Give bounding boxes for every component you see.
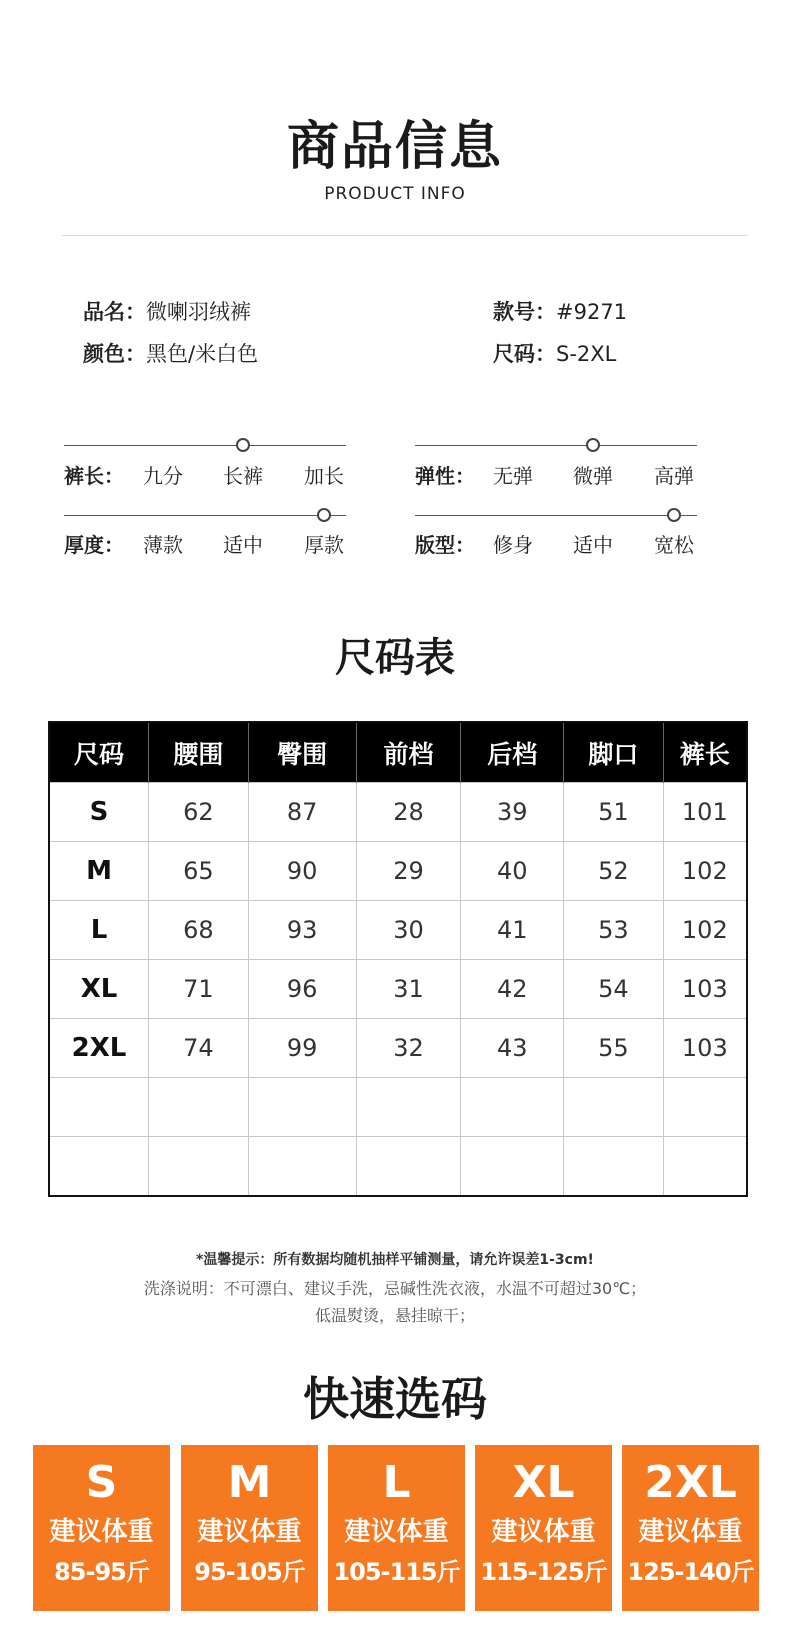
card-size: M — [227, 1457, 272, 1508]
table-cell — [564, 1078, 664, 1137]
card-range: 105-115斤 — [333, 1558, 460, 1586]
table-row — [49, 960, 747, 1019]
slider-knob — [586, 438, 600, 452]
table-cell: L — [49, 901, 149, 960]
slider-track — [415, 515, 697, 516]
slider-knob — [667, 508, 681, 522]
table-cell: 43 — [461, 1019, 564, 1078]
table-cell: 40 — [461, 842, 564, 901]
header-divider — [62, 235, 748, 236]
table-cell: 65 — [149, 842, 249, 901]
table-cell — [461, 1137, 564, 1197]
table-cell: 55 — [564, 1019, 664, 1078]
attribute-option: 适中 — [223, 533, 263, 557]
attribute-label: 版型： — [415, 533, 475, 557]
size-value: S-2XL — [556, 342, 617, 366]
page-title: 商品信息 — [286, 117, 503, 177]
table-cell — [461, 1078, 564, 1137]
column-header: 臀围 — [248, 722, 356, 783]
attribute-elasticity — [415, 442, 697, 490]
card-size: L — [382, 1457, 411, 1508]
column-header: 尺码 — [49, 722, 149, 783]
card-size: XL — [512, 1457, 575, 1508]
card-label: 建议体重 — [49, 1517, 154, 1547]
slider-track — [64, 445, 346, 446]
table-row — [49, 1019, 747, 1078]
wash-instructions-line2: 低温熨烫，悬挂晾干； — [314, 1306, 475, 1325]
card-size: 2XL — [644, 1457, 737, 1508]
table-cell: 52 — [564, 842, 664, 901]
wash-instructions-line1: 洗涤说明：不可漂白、建议手洗，忌碱性洗衣液，水温不可超过30℃； — [143, 1279, 647, 1298]
table-cell: 103 — [663, 1019, 747, 1078]
table-cell: 53 — [564, 901, 664, 960]
table-row — [49, 1137, 747, 1197]
table-cell — [49, 1078, 149, 1137]
table-cell: 102 — [663, 842, 747, 901]
table-cell — [149, 1078, 249, 1137]
column-header: 裤长 — [663, 722, 747, 783]
slider-knob — [317, 508, 331, 522]
table-cell: 68 — [149, 901, 249, 960]
table-cell: 99 — [248, 1019, 356, 1078]
attribute-option: 长裤 — [223, 464, 263, 488]
column-header: 腰围 — [149, 722, 249, 783]
attribute-option: 修身 — [493, 533, 533, 557]
card-range: 125-140斤 — [627, 1558, 754, 1586]
table-cell: 103 — [663, 960, 747, 1019]
table-cell — [663, 1137, 747, 1197]
card-range: 85-95斤 — [54, 1558, 149, 1586]
color-value: 黑色/米白色 — [146, 342, 259, 366]
info-style — [493, 296, 627, 326]
card-label: 建议体重 — [197, 1517, 302, 1547]
table-cell — [663, 1078, 747, 1137]
table-header-row — [49, 722, 747, 783]
table-cell — [248, 1137, 356, 1197]
table-cell — [149, 1137, 249, 1197]
table-cell: 31 — [356, 960, 461, 1019]
card-label: 建议体重 — [344, 1517, 449, 1547]
table-cell: 30 — [356, 901, 461, 960]
attribute-option: 厚款 — [304, 533, 344, 557]
table-cell: 101 — [663, 783, 747, 842]
table-cell — [49, 1137, 149, 1197]
measurement-tip: *温馨提示：所有数据均随机抽样平铺测量，请允许误差1-3cm! — [196, 1252, 594, 1268]
attribute-option: 宽松 — [654, 533, 694, 557]
column-header: 后档 — [461, 722, 564, 783]
table-row — [49, 901, 747, 960]
color-label: 颜色： — [83, 342, 146, 366]
table-cell: S — [49, 783, 149, 842]
attribute-option: 无弹 — [493, 464, 533, 488]
attribute-option: 微弹 — [573, 464, 613, 488]
quick-pick-card-m[interactable] — [181, 1445, 318, 1611]
table-cell: 87 — [248, 783, 356, 842]
table-row — [49, 783, 747, 842]
card-range: 95-105斤 — [194, 1558, 305, 1586]
column-header: 前档 — [356, 722, 461, 783]
size-table — [48, 721, 748, 1197]
table-cell: 28 — [356, 783, 461, 842]
info-name — [83, 296, 251, 326]
table-cell: 54 — [564, 960, 664, 1019]
attribute-label: 裤长： — [64, 464, 124, 488]
card-label: 建议体重 — [638, 1517, 743, 1547]
slider-knob — [236, 438, 250, 452]
table-cell: XL — [49, 960, 149, 1019]
quick-pick-card-l[interactable] — [328, 1445, 465, 1611]
table-cell: 90 — [248, 842, 356, 901]
table-cell: 42 — [461, 960, 564, 1019]
table-cell: 32 — [356, 1019, 461, 1078]
quick-pick-card-2xl[interactable] — [622, 1445, 759, 1611]
card-label: 建议体重 — [491, 1517, 596, 1547]
table-cell: 39 — [461, 783, 564, 842]
style-label: 款号： — [493, 300, 556, 324]
quick-pick-card-xl[interactable] — [475, 1445, 612, 1611]
table-cell — [356, 1137, 461, 1197]
column-header: 脚口 — [564, 722, 664, 783]
attribute-option: 九分 — [143, 464, 183, 488]
attribute-fit — [415, 512, 697, 560]
name-label: 品名： — [83, 300, 146, 324]
table-cell: M — [49, 842, 149, 901]
table-cell — [356, 1078, 461, 1137]
table-cell: 102 — [663, 901, 747, 960]
style-value: #9271 — [556, 300, 628, 324]
table-cell: 51 — [564, 783, 664, 842]
page-subtitle: PRODUCT INFO — [324, 184, 466, 204]
table-cell: 2XL — [49, 1019, 149, 1078]
card-size: S — [85, 1457, 118, 1508]
table-cell: 71 — [149, 960, 249, 1019]
table-cell: 41 — [461, 901, 564, 960]
attribute-label: 弹性： — [415, 464, 475, 488]
info-color — [83, 338, 258, 368]
table-row — [49, 842, 747, 901]
table-cell: 96 — [248, 960, 356, 1019]
slider-track — [64, 515, 346, 516]
quick-pick-card-s[interactable] — [33, 1445, 170, 1611]
table-cell — [248, 1078, 356, 1137]
name-value: 微喇羽绒裤 — [146, 300, 251, 324]
attribute-label: 厚度： — [64, 533, 124, 557]
size-label: 尺码： — [493, 342, 556, 366]
attribute-thickness — [64, 512, 346, 560]
size-chart-title: 尺码表 — [335, 635, 455, 681]
attribute-option: 适中 — [573, 533, 613, 557]
card-range: 115-125斤 — [480, 1558, 607, 1586]
table-cell: 74 — [149, 1019, 249, 1078]
attribute-option: 薄款 — [143, 533, 183, 557]
attribute-option: 加长 — [304, 464, 344, 488]
quick-pick-title: 快速选码 — [303, 1372, 487, 1426]
slider-track — [415, 445, 697, 446]
table-cell: 62 — [149, 783, 249, 842]
attribute-length — [64, 442, 346, 490]
attribute-option: 高弹 — [654, 464, 694, 488]
table-cell — [564, 1137, 664, 1197]
info-size — [493, 338, 616, 368]
table-cell: 93 — [248, 901, 356, 960]
table-cell: 29 — [356, 842, 461, 901]
table-row — [49, 1078, 747, 1137]
